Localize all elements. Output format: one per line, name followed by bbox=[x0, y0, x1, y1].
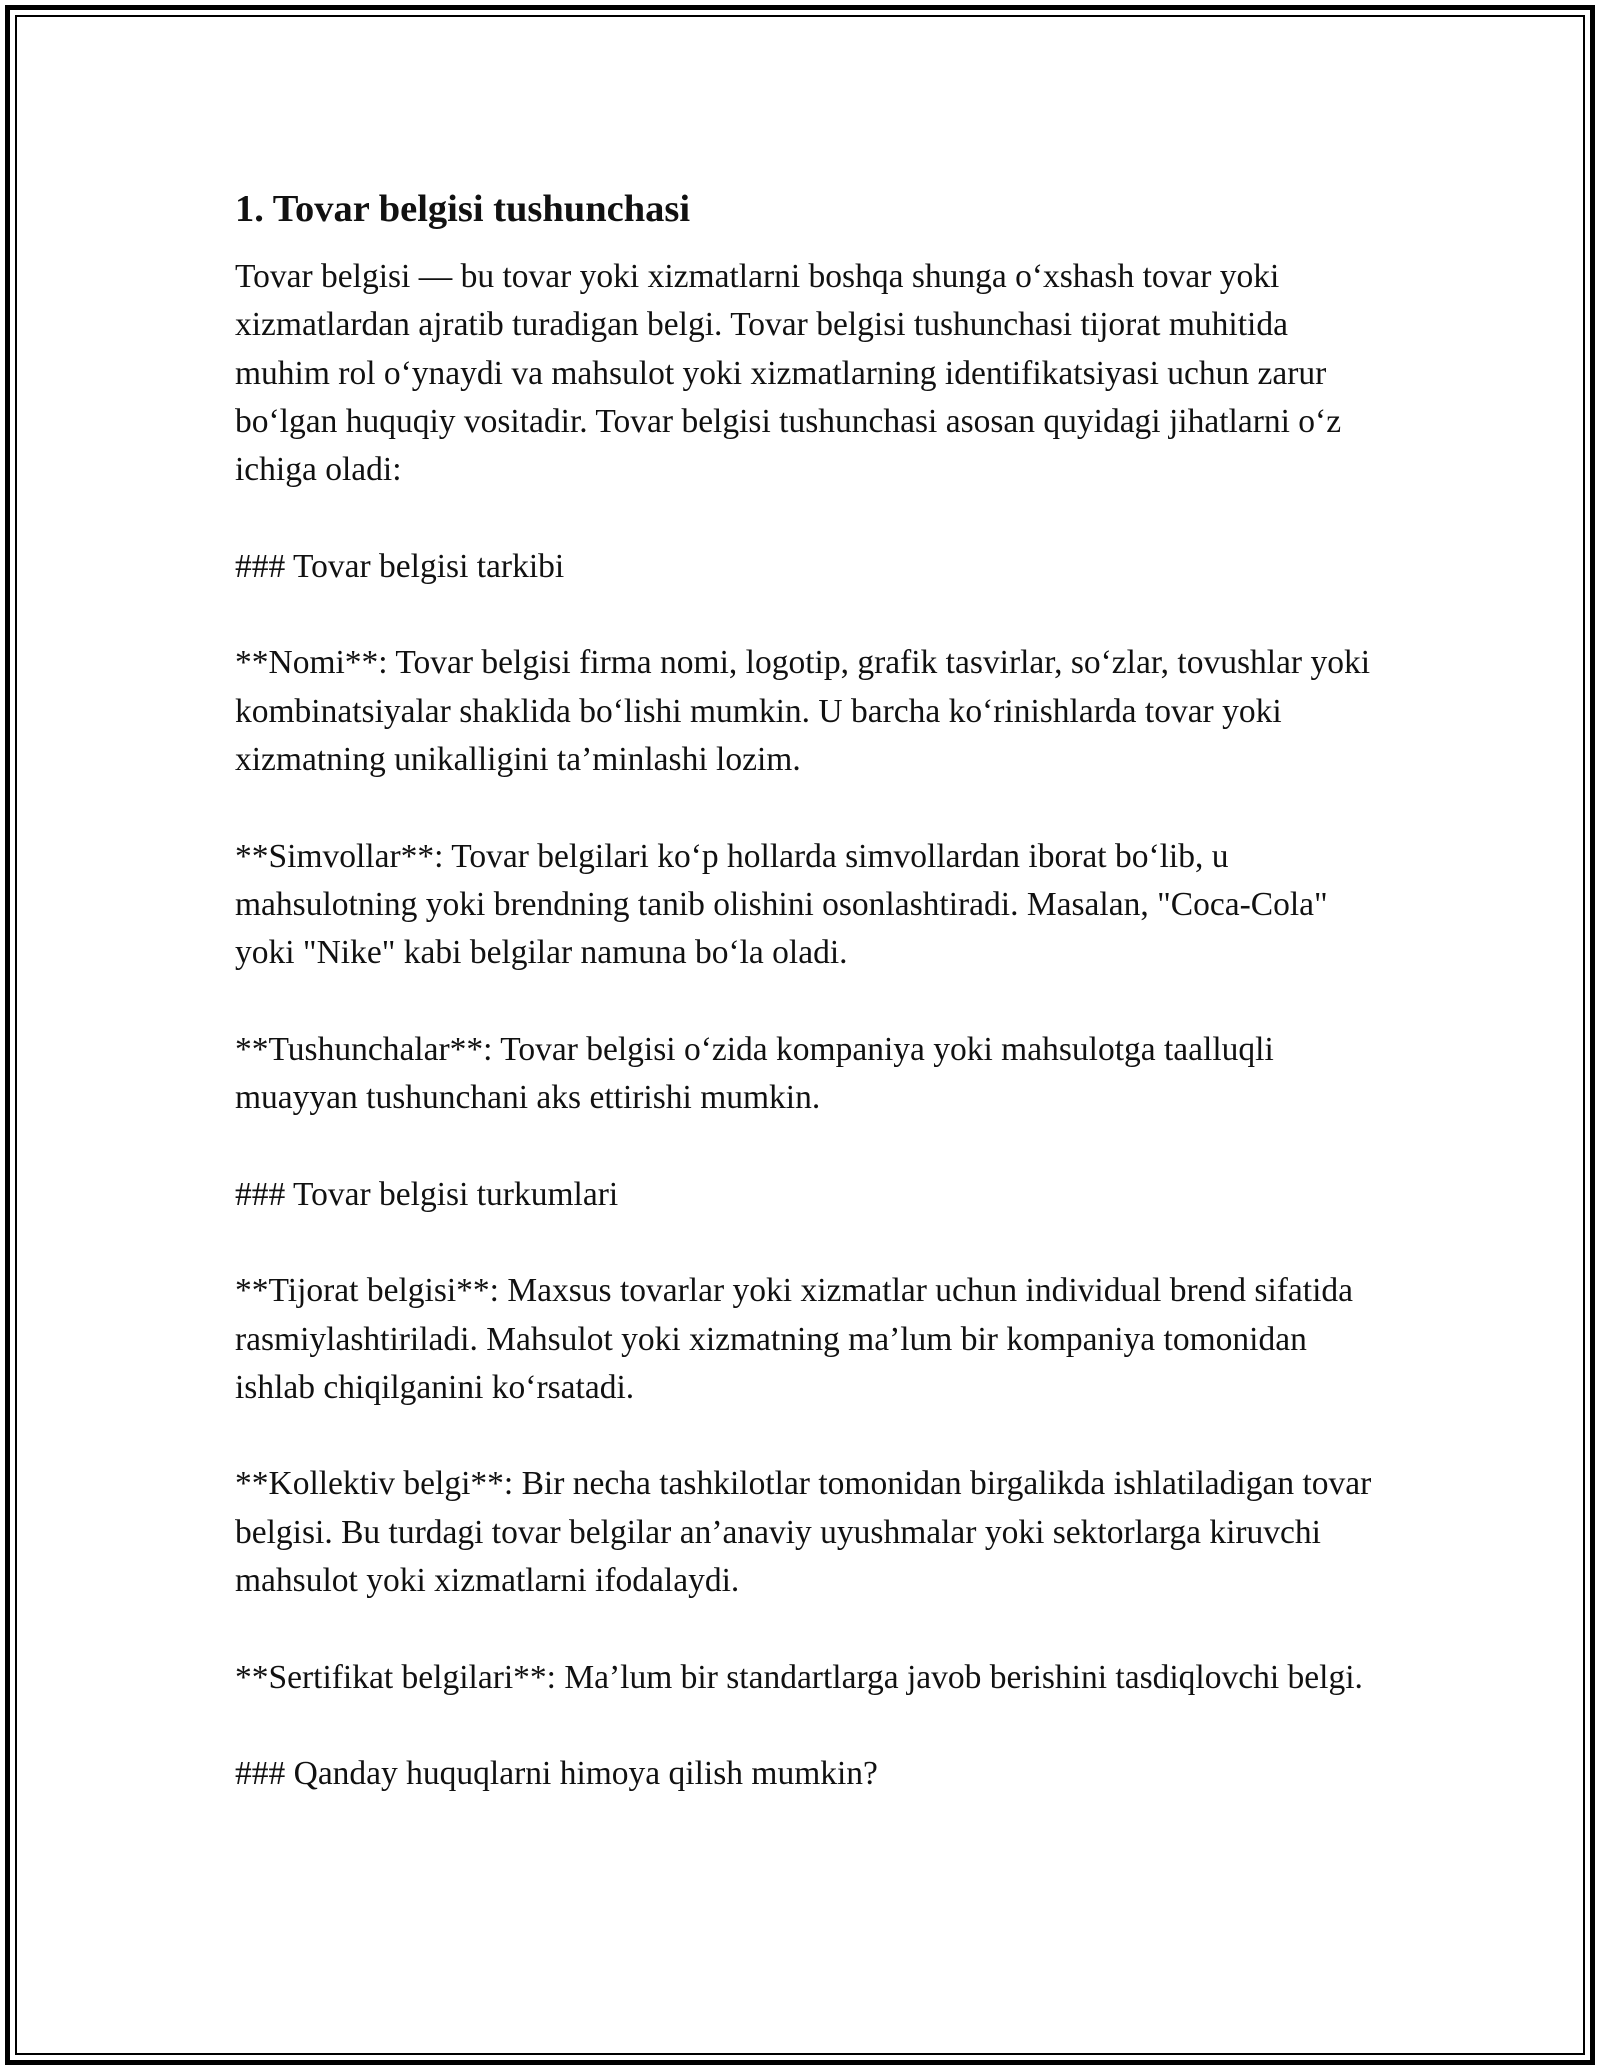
document-body bbox=[235, 185, 1375, 1847]
subheading-tarkibi: ### Tovar belgisi tarkibi bbox=[235, 547, 565, 585]
paragraph-tijorat-belgisi: **Tijorat belgisi**: Maxsus tovarlar yoki xizmatlar uchun individual brend sifatida rasmiylashtiriladi. Mahsulot yoki xizmatning ma’lum bir kompaniya tomonidan ishlab chiqilganini ko‘rsatadi. bbox=[235, 1272, 1354, 1406]
intro-paragraph: Tovar belgisi — bu tovar yoki xizmatlarni boshqa shunga o‘xshash tovar yoki xizmatlardan ajratib turadigan belgi. Tovar belgisi tushunchasi tijorat muhitida muhim rol o‘ynaydi va mahsulot yoki xizmatlarning identifikatsiyasi uchun zarur bo‘lgan huquqiy vositadir. Tovar belgisi tushunchasi asosan quyidagi jihatlarni o‘z ichiga oladi: bbox=[235, 258, 1342, 489]
section-heading: 1. Tovar belgisi tushunchasi bbox=[235, 188, 691, 230]
subheading-turkumlari: ### Tovar belgisi turkumlari bbox=[235, 1175, 619, 1213]
paragraph-tushunchalar: **Tushunchalar**: Tovar belgisi o‘zida kompaniya yoki mahsulotga taalluqli muayyan tushunchani aks ettirishi mumkin. bbox=[235, 1030, 1274, 1117]
paragraph-simvollar: **Simvollar**: Tovar belgilari ko‘p hollarda simvollardan iborat bo‘lib, u mahsulotning yoki brendning tanib olishini osonlashtiradi. Masalan, "Coca-Cola" yoki "Nike" kabi belgilar namuna bo‘la oladi. bbox=[235, 837, 1328, 972]
paragraph-nomi: **Nomi**: Tovar belgisi firma nomi, logotip, grafik tasvirlar, so‘zlar, tovushlar yoki kombinatsiyalar shaklida bo‘lishi mumkin. U barcha ko‘rinishlarda tovar yoki xizmatning unikalligini ta’minlashi lozim. bbox=[235, 644, 1371, 778]
paragraph-kollektiv-belgi: **Kollektiv belgi**: Bir necha tashkilotlar tomonidan birgalikda ishlatiladigan tovar belgisi. Bu turdagi tovar belgilar an’anaviy uyushmalar yoki sektorlarga kiruvchi mahsulot yoki xizmatlarni ifodalaydi. bbox=[235, 1465, 1372, 1600]
subheading-huquqlar: ### Qanday huquqlarni himoya qilish mumkin? bbox=[235, 1755, 878, 1793]
paragraph-sertifikat-belgilari: **Sertifikat belgilari**: Ma’lum bir standartlarga javob berishini tasdiqlovchi belgi. bbox=[235, 1658, 1363, 1696]
